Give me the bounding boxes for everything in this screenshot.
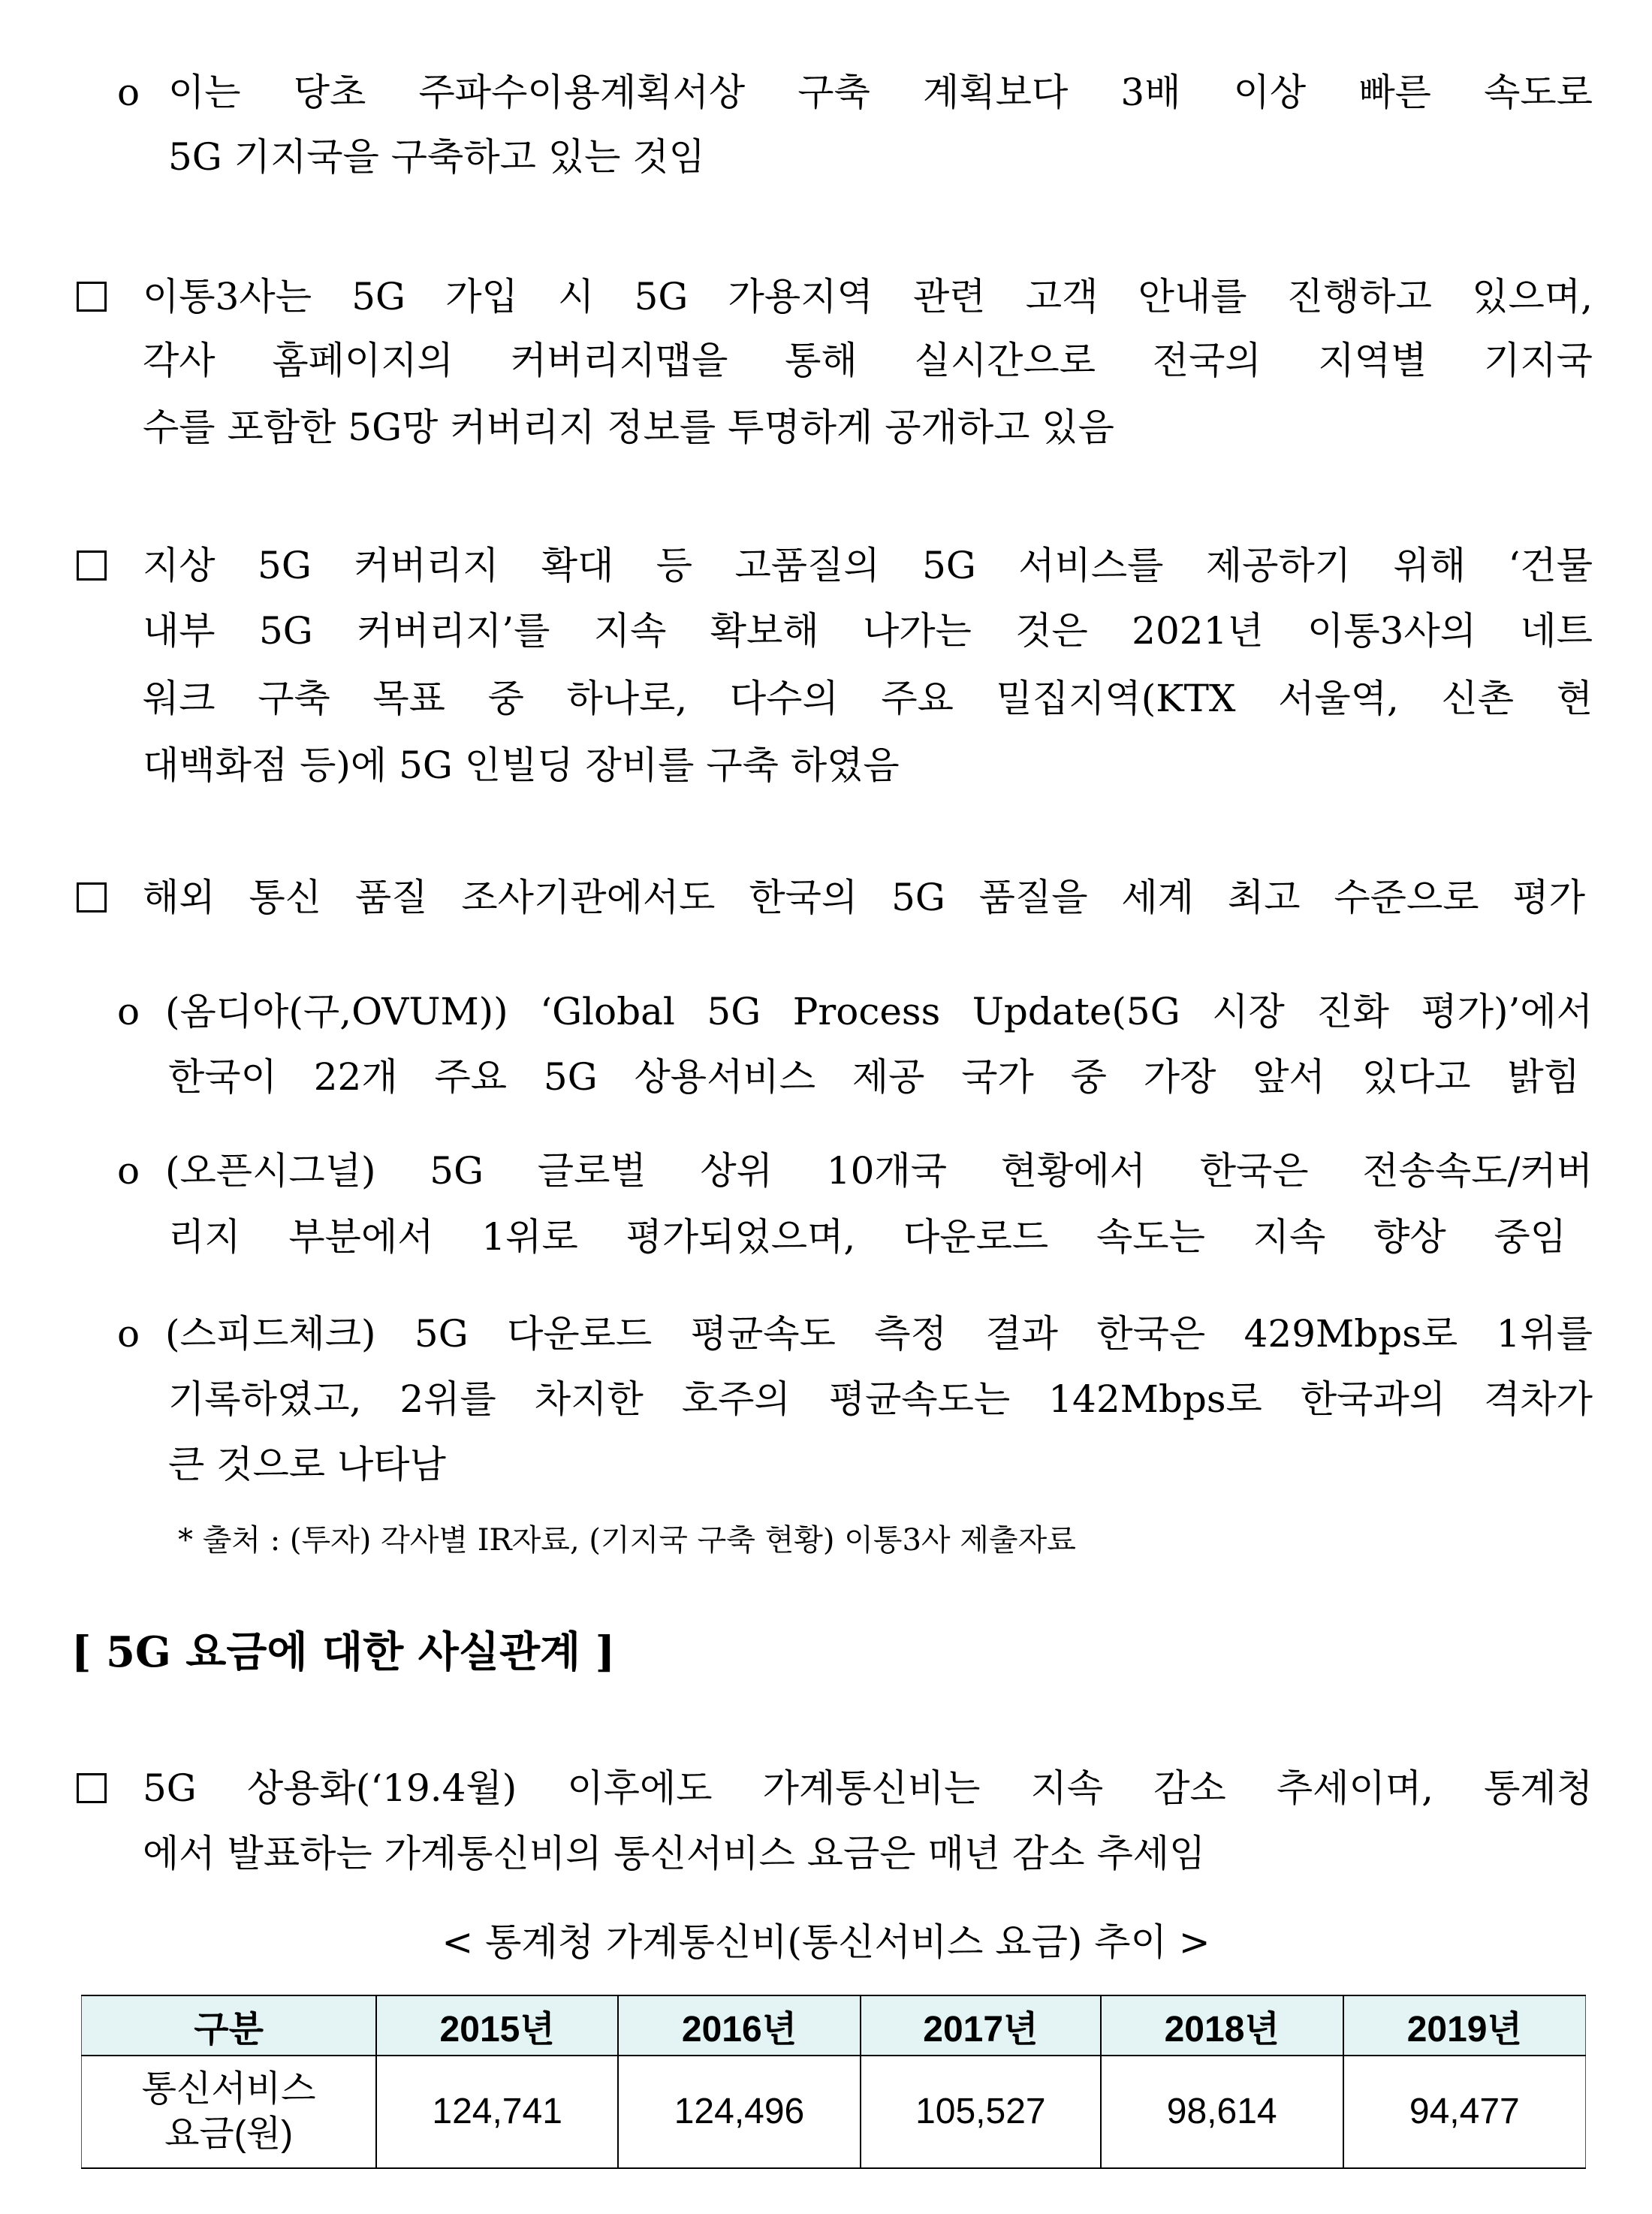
column-header: 구분 [82,1995,377,2056]
table-cell: 94,477 [1343,2056,1586,2168]
paragraph-line: 각사 홈페이지의 커버리지맵을 통해 실시간으로 전국의 지역별 기지국 [143,339,1593,382]
table-caption: < 통계청 가계통신비(통신서비스 요금) 추이 > [442,1920,1210,1964]
table-cell: 124,741 [376,2056,618,2168]
row-label-line: 요금(원) [164,2114,294,2154]
column-header: 2015년 [376,1995,618,2056]
paragraph-line: (스피드체크) 5G 다운로드 평균속도 측정 결과 한국은 429Mbps로 1위를 [165,1312,1593,1356]
paragraph-line: 내부 5G 커버리지’를 지속 확보해 나가는 것은 2021년 이통3사의 네트 [143,609,1593,653]
paragraph-line: 5G 기지국을 구축하고 있는 것임 [168,135,705,179]
table-header-row [82,1995,1586,2056]
bullet-o: o [117,1149,140,1193]
paragraph-line: 기록하였고, 2위를 차지한 호주의 평균속도는 142Mbps로 한국과의 격차가 [168,1377,1593,1421]
paragraph-line: 이통3사는 5G 가입 시 5G 가용지역 관련 고객 안내를 진행하고 있으며, [143,275,1593,318]
paragraph-line: 지상 5G 커버리지 확대 등 고품질의 5G 서비스를 제공하기 위해 ‘건물 [143,544,1593,587]
paragraph-line: 워크 구축 목표 중 하나로, 다수의 주요 밀집지역(KTX 서울역, 신촌 현 [143,677,1593,720]
checkbox-bullet-icon [77,1773,107,1803]
section-heading: [ 5G 요금에 대한 사실관계 ] [71,1627,616,1677]
column-header: 2017년 [861,1995,1101,2056]
paragraph-line: 큰 것으로 나타남 [168,1443,446,1486]
telecom-fee-table [81,1995,1586,2169]
table-row [82,2056,1586,2168]
column-header: 2018년 [1101,1995,1343,2056]
paragraph-line: 대백화점 등)에 5G 인빌딩 장비를 구축 하였음 [143,744,900,787]
column-header: 2016년 [618,1995,861,2056]
paragraph-line: 해외 통신 품질 조사기관에서도 한국의 5G 품질을 세계 최고 수준으로 평가 [143,876,1585,919]
bullet-o: o [117,71,140,114]
row-label-line: 통신서비스 [141,2069,316,2109]
paragraph-line: 이는 당초 주파수이용계획서상 구축 계획보다 3배 이상 빠른 속도로 [168,71,1593,114]
table-cell: 98,614 [1101,2056,1343,2168]
bullet-o: o [117,1312,140,1356]
table-cell: 124,496 [618,2056,861,2168]
paragraph-line: (옴디아(구,OVUM)) ‘Global 5G Process Update(5G 시장 진화 평가)’에서 [165,990,1593,1033]
bullet-o: o [117,990,140,1033]
column-header: 2019년 [1343,1995,1586,2056]
table-cell: 105,527 [861,2056,1101,2168]
paragraph-line: (오픈시그널) 5G 글로벌 상위 10개국 현황에서 한국은 전송속도/커버 [165,1149,1593,1193]
paragraph-line: 에서 발표하는 가계통신비의 통신서비스 요금은 매년 감소 추세임 [143,1832,1206,1875]
checkbox-bullet-icon [77,550,107,581]
checkbox-bullet-icon [77,282,107,312]
paragraph-line: 5G 상용화(‘19.4월) 이후에도 가계통신비는 지속 감소 추세이며, 통계청 [143,1766,1593,1810]
paragraph-line: 리지 부분에서 1위로 평가되었으며, 다운로드 속도는 지속 향상 중임 [168,1215,1566,1259]
row-label [82,2056,377,2168]
source-note: * 출처 : (투자) 각사별 IR자료, (기지국 구축 현황) 이통3사 제출자료 [178,1523,1076,1558]
checkbox-bullet-icon [77,882,107,912]
paragraph-line: 수를 포함한 5G망 커버리지 정보를 투명하게 공개하고 있음 [143,406,1114,449]
paragraph-line: 한국이 22개 주요 5G 상용서비스 제공 국가 중 가장 앞서 있다고 밝힘 [168,1055,1580,1099]
